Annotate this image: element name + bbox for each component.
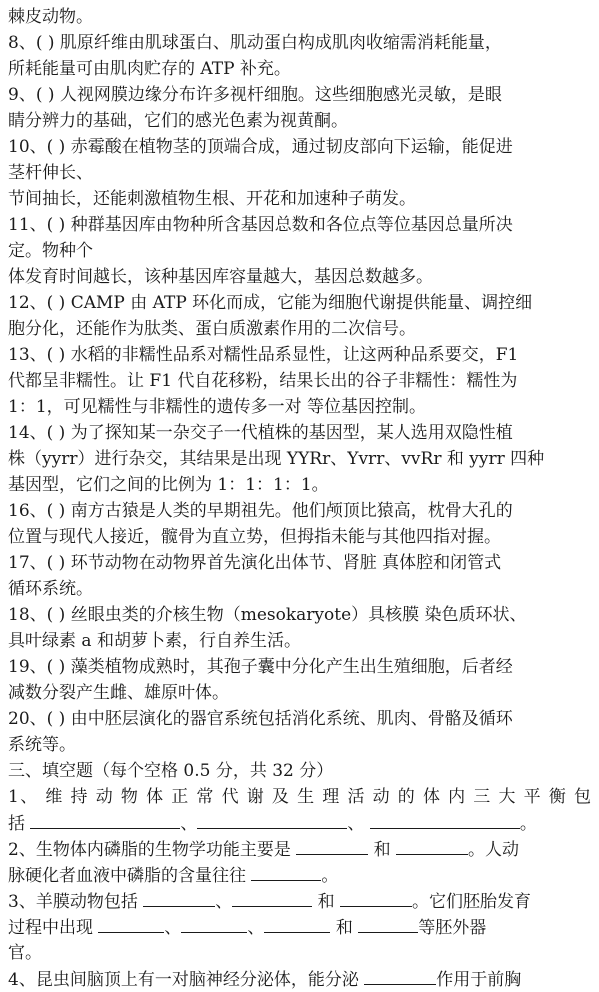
text-line: 减数分裂产生雌、雄原叶体。	[8, 683, 229, 703]
fill-question-1-line-1: 1、 维 持 动 物 体 正 常 代 谢 及 生 理 活 动 的 体 内 三 大 平 衡 包	[8, 787, 591, 807]
fill-question-3-line-2: 过程中出现 、 、 和 等胚外器	[8, 914, 591, 940]
text-line: 12、( ) CAMP 由 ATP 环化而成，它能为细胞代谢提供能量、调控细	[8, 293, 533, 313]
text-line: 定。物种个	[8, 241, 93, 261]
text-line: 20、( ) 由中胚层演化的器官系统包括消化系统、肌肉、骨骼及循环	[8, 709, 513, 729]
text-line: 节间抽长，还能刺激植物生根、开花和加速种子萌发。	[8, 189, 416, 209]
text-line: 代都呈非糯性。让 F1 代自花移粉，结果长出的谷子非糯性：糯性为	[8, 371, 518, 391]
text-line: 三、填空题（每个空格 0.5 分，共 32 分）	[8, 761, 334, 781]
answer-blank[interactable]	[396, 836, 468, 855]
answer-blank[interactable]	[98, 914, 164, 933]
answer-blank[interactable]	[251, 862, 321, 881]
text-line: 17、( ) 环节动物在动物界首先演化出体节、肾脏 真体腔和闭管式	[8, 553, 502, 573]
text-line: 所耗能量可由肌肉贮存的 ATP 补充。	[8, 59, 291, 79]
text-line: 株（yyrr）进行杂交，其结果是出现 YYRr、Yvrr、vvRr 和 yyrr 四种	[8, 449, 545, 469]
answer-blank[interactable]	[143, 888, 215, 907]
answer-blank[interactable]	[181, 914, 247, 933]
fill-question-4-line-1: 4、昆虫间脑顶上有一对脑神经分泌体，能分泌 作用于前胸	[8, 966, 591, 992]
text-line: 10、( ) 赤霉酸在植物茎的顶端合成，通过韧皮部向下运输，能促进	[8, 137, 513, 157]
text-line: 基因型，它们之间的比例为 1：1：1：1。	[8, 475, 329, 495]
text-line: 体发育时间越长，该种基因库容量越大，基因总数越多。	[8, 267, 433, 287]
answer-blank[interactable]	[30, 810, 180, 829]
text-line: 胞分化，还能作为肽类、蛋白质激素作用的二次信号。	[8, 319, 416, 339]
answer-blank[interactable]	[358, 914, 418, 933]
text-line: 茎杆伸长、	[8, 163, 93, 183]
text-line: 具叶绿素 a 和胡萝卜素，行自养生活。	[8, 631, 301, 651]
text-line: 睛分辨力的基础，它们的感光色素为视黄酮。	[8, 111, 348, 131]
text-line: 13、( ) 水稻的非糯性品系对糯性品系显性，让这两种品系要交，F1	[8, 345, 519, 365]
answer-blank[interactable]	[364, 966, 436, 985]
fill-question-3-line-1: 3、羊膜动物包括 、 和 。它们胚胎发育	[8, 888, 591, 914]
text-line: 11、( ) 种群基因库由物种所含基因总数和各位点等位基因总量所决	[8, 215, 513, 235]
answer-blank[interactable]	[296, 836, 368, 855]
fill-question-3-line-3: 官。	[8, 943, 42, 963]
text-line: 1：1，可见糯性与非糯性的遗传多一对 等位基因控制。	[8, 397, 427, 417]
answer-blank[interactable]	[340, 888, 412, 907]
text-line: 9、( ) 人视网膜边缘分布许多视杆细胞。这些细胞感光灵敏，是眼	[8, 85, 502, 105]
text-line: 8、( ) 肌原纤维由肌球蛋白、肌动蛋白构成肌肉收缩需消耗能量，	[8, 33, 502, 53]
text-line: 18、( ) 丝眼虫类的介核生物（mesokaryote）具核膜 染色质环状、	[8, 605, 527, 625]
answer-blank[interactable]	[232, 888, 312, 907]
answer-blank[interactable]	[264, 914, 330, 933]
text-line: 系统等。	[8, 735, 76, 755]
text-line: 14、( ) 为了探知某一杂交子一代植株的基因型，某人选用双隐性植	[8, 423, 513, 443]
answer-blank[interactable]	[370, 810, 520, 829]
fill-question-1-line-2: 括 、 、 。	[8, 810, 591, 836]
answer-blank[interactable]	[197, 810, 347, 829]
text-line: 19、( ) 藻类植物成熟时，其孢子囊中分化产生出生殖细胞，后者经	[8, 657, 513, 677]
text-line: 位置与现代人接近，髋骨为直立势，但拇指未能与其他四指对握。	[8, 527, 501, 547]
text-line: 循环系统。	[8, 579, 93, 599]
question-list	[8, 4, 591, 784]
fill-question-2-line-1: 2、生物体内磷脂的生物学功能主要是 和 。人动	[8, 836, 591, 862]
text-line: 棘皮动物。	[8, 7, 93, 27]
text-line: 16、( ) 南方古猿是人类的早期祖先。他们颅顶比猿高，枕骨大孔的	[8, 501, 513, 521]
fill-question-2-line-2: 脉硬化者血液中磷脂的含量往往 。	[8, 862, 591, 888]
